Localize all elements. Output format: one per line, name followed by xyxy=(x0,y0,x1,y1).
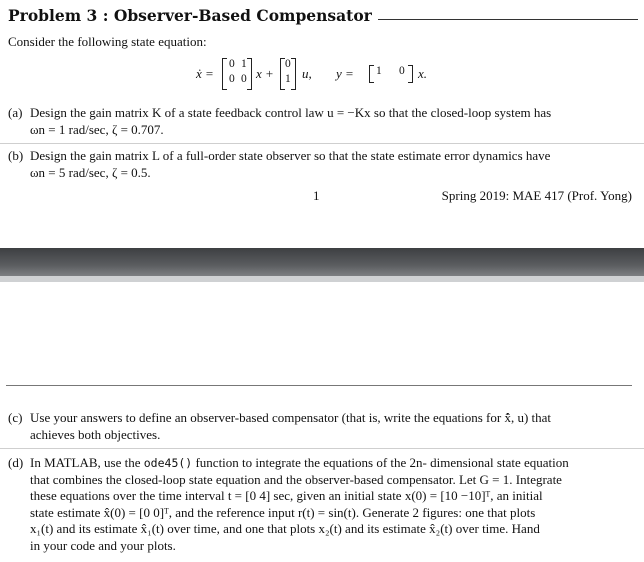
matrix-a-22: 0 xyxy=(241,73,247,85)
problem-title: Problem 3 : Observer-Based Compensator xyxy=(8,6,378,25)
part-c-line: achieves both objectives. xyxy=(30,426,161,442)
y-lhs: y = xyxy=(336,66,354,81)
page-gap xyxy=(0,248,644,276)
matrix-a-11: 0 xyxy=(229,58,235,70)
x-end: x. xyxy=(418,66,428,81)
part-b-text xyxy=(30,148,634,181)
intro-text: Consider the following state equation: xyxy=(8,34,207,49)
part-d-line: in your code and your plots. xyxy=(30,537,176,553)
part-b-line: ωn = 5 rad/sec, ζ = 0.5. xyxy=(30,164,151,180)
page-number: 1 xyxy=(313,188,320,203)
course-info: Spring 2019: MAE 417 (Prof. Yong) xyxy=(441,188,632,203)
ode45-code: ode45() xyxy=(143,456,193,470)
matrix-a xyxy=(222,58,252,88)
matrix-b xyxy=(280,58,296,88)
part-a-label: (a) xyxy=(8,105,23,120)
page-one xyxy=(0,0,644,248)
page-gap-shadow xyxy=(0,276,644,282)
x-plus: x + xyxy=(256,66,274,81)
part-d-line: these equations over the time interval t = [0 4] sec, given an initial state x(0) = [10 −10]ᵀ, an initial xyxy=(30,488,543,503)
part-d-line: that combines the closed-loop state equation and the observer-based compensator. Let G = 1. Integrate xyxy=(30,471,562,487)
matrix-b-2: 1 xyxy=(285,73,291,85)
part-d-line1-pre: In MATLAB, use the xyxy=(30,455,141,470)
matrix-c xyxy=(369,65,413,81)
page-two-rule xyxy=(6,385,632,386)
part-a-text xyxy=(30,105,634,138)
part-c-text xyxy=(30,410,634,443)
part-d-line1-post: function to integrate the equations of the 2n- dimensional state equation xyxy=(195,455,569,470)
matrix-c-2: 0 xyxy=(399,65,405,77)
part-a-line: ωn = 1 rad/sec, ζ = 0.707. xyxy=(30,121,164,137)
part-c-label: (c) xyxy=(8,410,23,425)
xdot-lhs: ẋ = xyxy=(196,66,214,81)
part-d-label: (d) xyxy=(8,455,24,470)
part-a xyxy=(8,105,634,139)
part-a-line: Design the gain matrix K of a state feedback control law u = −Kx so that the closed-loop system has xyxy=(30,105,552,120)
matrix-c-1: 1 xyxy=(376,65,382,77)
part-b-line: Design the gain matrix L of a full-order state observer so that the state estimate error dynamics have xyxy=(30,148,551,163)
part-b-label: (b) xyxy=(8,148,24,163)
part-d xyxy=(8,455,634,559)
part-c xyxy=(8,410,634,444)
part-d-line: x₁(t) and its estimate x̂₁(t) over time, and one that plots x₂(t) and its estimate x̂₂(t) over time. Hand xyxy=(30,521,540,536)
matrix-a-21: 0 xyxy=(229,73,235,85)
matrix-b-1: 0 xyxy=(285,58,291,70)
u-separator: u, xyxy=(302,66,312,81)
part-b xyxy=(8,148,634,182)
part-d-text xyxy=(30,455,634,554)
problem-header xyxy=(8,6,638,28)
part-d-line xyxy=(30,455,634,472)
part-c-line: Use your answers to define an observer-based compensator (that is, write the equations for x̂̇, u) that xyxy=(30,410,552,425)
matrix-a-12: 1 xyxy=(241,58,247,70)
divider xyxy=(0,448,644,449)
divider xyxy=(0,143,644,144)
part-d-line: state estimate x̂(0) = [0 0]ᵀ, and the reference input r(t) = sin(t). Generate 2 figures: one that plots xyxy=(30,504,536,520)
